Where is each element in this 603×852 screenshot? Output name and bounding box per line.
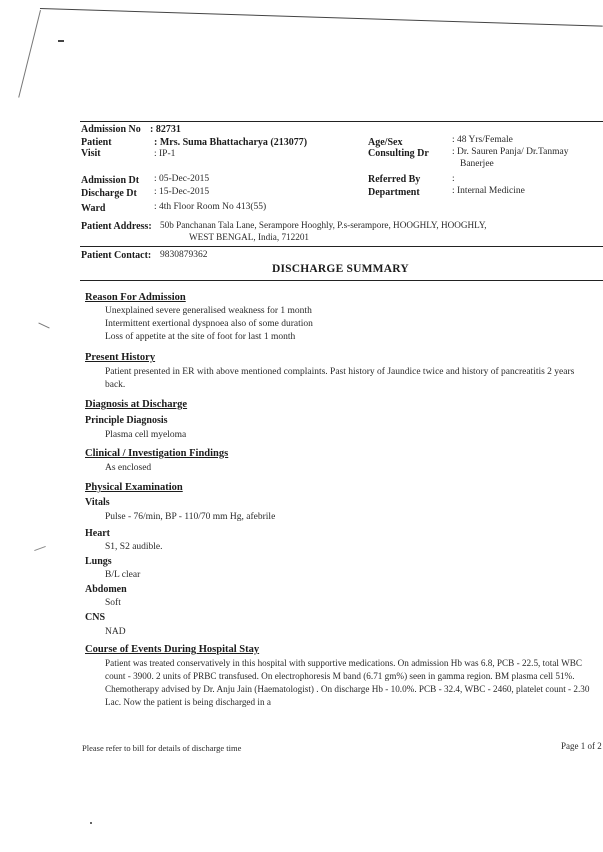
physical-heading: Physical Examination [85,482,183,493]
consulting-dr-value-cont: Banerjee [460,159,494,169]
page-title: DISCHARGE SUMMARY [272,263,409,275]
cns-label: CNS [85,612,106,623]
discharge-dt-label: Discharge Dt [81,188,137,199]
consulting-dr-value: : Dr. Sauren Panja/ Dr.Tanmay [452,147,569,157]
present-heading: Present History [85,352,156,363]
scan-mark [58,40,64,42]
abdomen-value: Soft [105,598,121,608]
ward-label: Ward [81,203,106,214]
vitals-label: Vitals [85,497,110,508]
discharge-dt-value: : 15-Dec-2015 [154,187,210,197]
patient-value: : Mrs. Suma Bhattacharya (213077) [154,137,308,148]
lungs-label: Lungs [85,556,112,567]
address-label: Patient Address: [81,221,152,232]
visit-value: : IP-1 [154,149,176,159]
heart-label: Heart [85,528,110,539]
present-text: Patient presented in ER with above mentioned complaints. Past history of Jaundice twice and history of pancreatitis 2 years back. [105,367,575,390]
scan-edge-left [18,10,41,98]
page-number: Page 1 of 2 [561,741,602,751]
ward-value: : 4th Floor Room No 413(55) [154,202,267,212]
abdomen-label: Abdomen [85,584,127,595]
admission-dt-label: Admission Dt [81,175,140,186]
admission-dt-value: : 05-Dec-2015 [154,174,210,184]
scan-dot [90,822,92,824]
cns-value: NAD [105,627,126,637]
address-value: 50b Panchanan Tala Lane, Serampore Hooghly, P.s-serampore, HOOGHLY, HOOGHLY, [160,220,487,230]
scan-mark [34,546,46,551]
header-top-rule [80,121,603,122]
department-value: : Internal Medicine [452,186,525,196]
consulting-dr-label: Consulting Dr [368,148,429,159]
lungs-value: B/L clear [105,570,141,580]
referred-by-value: : [452,174,455,184]
patient-label: Patient [81,137,112,148]
department-label: Department [368,187,420,198]
course-heading: Course of Events During Hospital Stay [85,644,260,655]
principle-diagnosis-value: Plasma cell myeloma [105,430,187,440]
reason-line: Unexplained severe generalised weakness for 1 month [105,306,312,316]
admission-no-label: Admission No [81,124,141,135]
scan-edge-top [40,8,603,27]
admission-no-value: : 82731 [150,124,181,135]
clinical-heading: Clinical / Investigation Findings [85,448,229,459]
principle-diagnosis-label: Principle Diagnosis [85,415,168,426]
visit-label: Visit [81,148,101,159]
clinical-value: As enclosed [105,463,152,473]
course-text: Patient was treated conservatively in this hospital with supportive medications. On admission Hb was 6.8, PCB - 22.5, total WBC count - 3900. 2 units of PRBC transfused. On electrophoresis M band (6.71 gm%) seen in gamma region. BM plasma cell 51%. Chemotherapy advised by Dr. Anju Jain (Haematologist) . On discharge Hb - 10.0%. PCB - 32.4, WBC - 2460, platelet count - 2.30 Lac. Now the patient is being discharged in a [105,658,590,707]
reason-line: Loss of appetite at the site of foot for last 1 month [105,332,296,342]
header-mid-rule [80,246,603,247]
reason-heading: Reason For Admission [85,292,186,303]
age-sex-value: : 48 Yrs/Female [452,135,513,145]
reason-line: Intermittent exertional dyspnoea also of some duration [105,319,313,329]
title-rule [80,280,603,281]
contact-value: 9830879362 [160,250,208,260]
heart-value: S1, S2 audible. [105,542,163,552]
address-value-cont: WEST BENGAL, India, 712201 [189,232,310,242]
referred-by-label: Referred By [368,174,421,185]
vitals-value: Pulse - 76/min, BP - 110/70 mm Hg, afebrile [105,512,276,522]
age-sex-label: Age/Sex [368,137,403,148]
diagnosis-heading: Diagnosis at Discharge [85,399,188,410]
scan-mark [38,323,49,329]
contact-label: Patient Contact: [81,250,152,261]
footer-note: Please refer to bill for details of discharge time [82,743,242,753]
